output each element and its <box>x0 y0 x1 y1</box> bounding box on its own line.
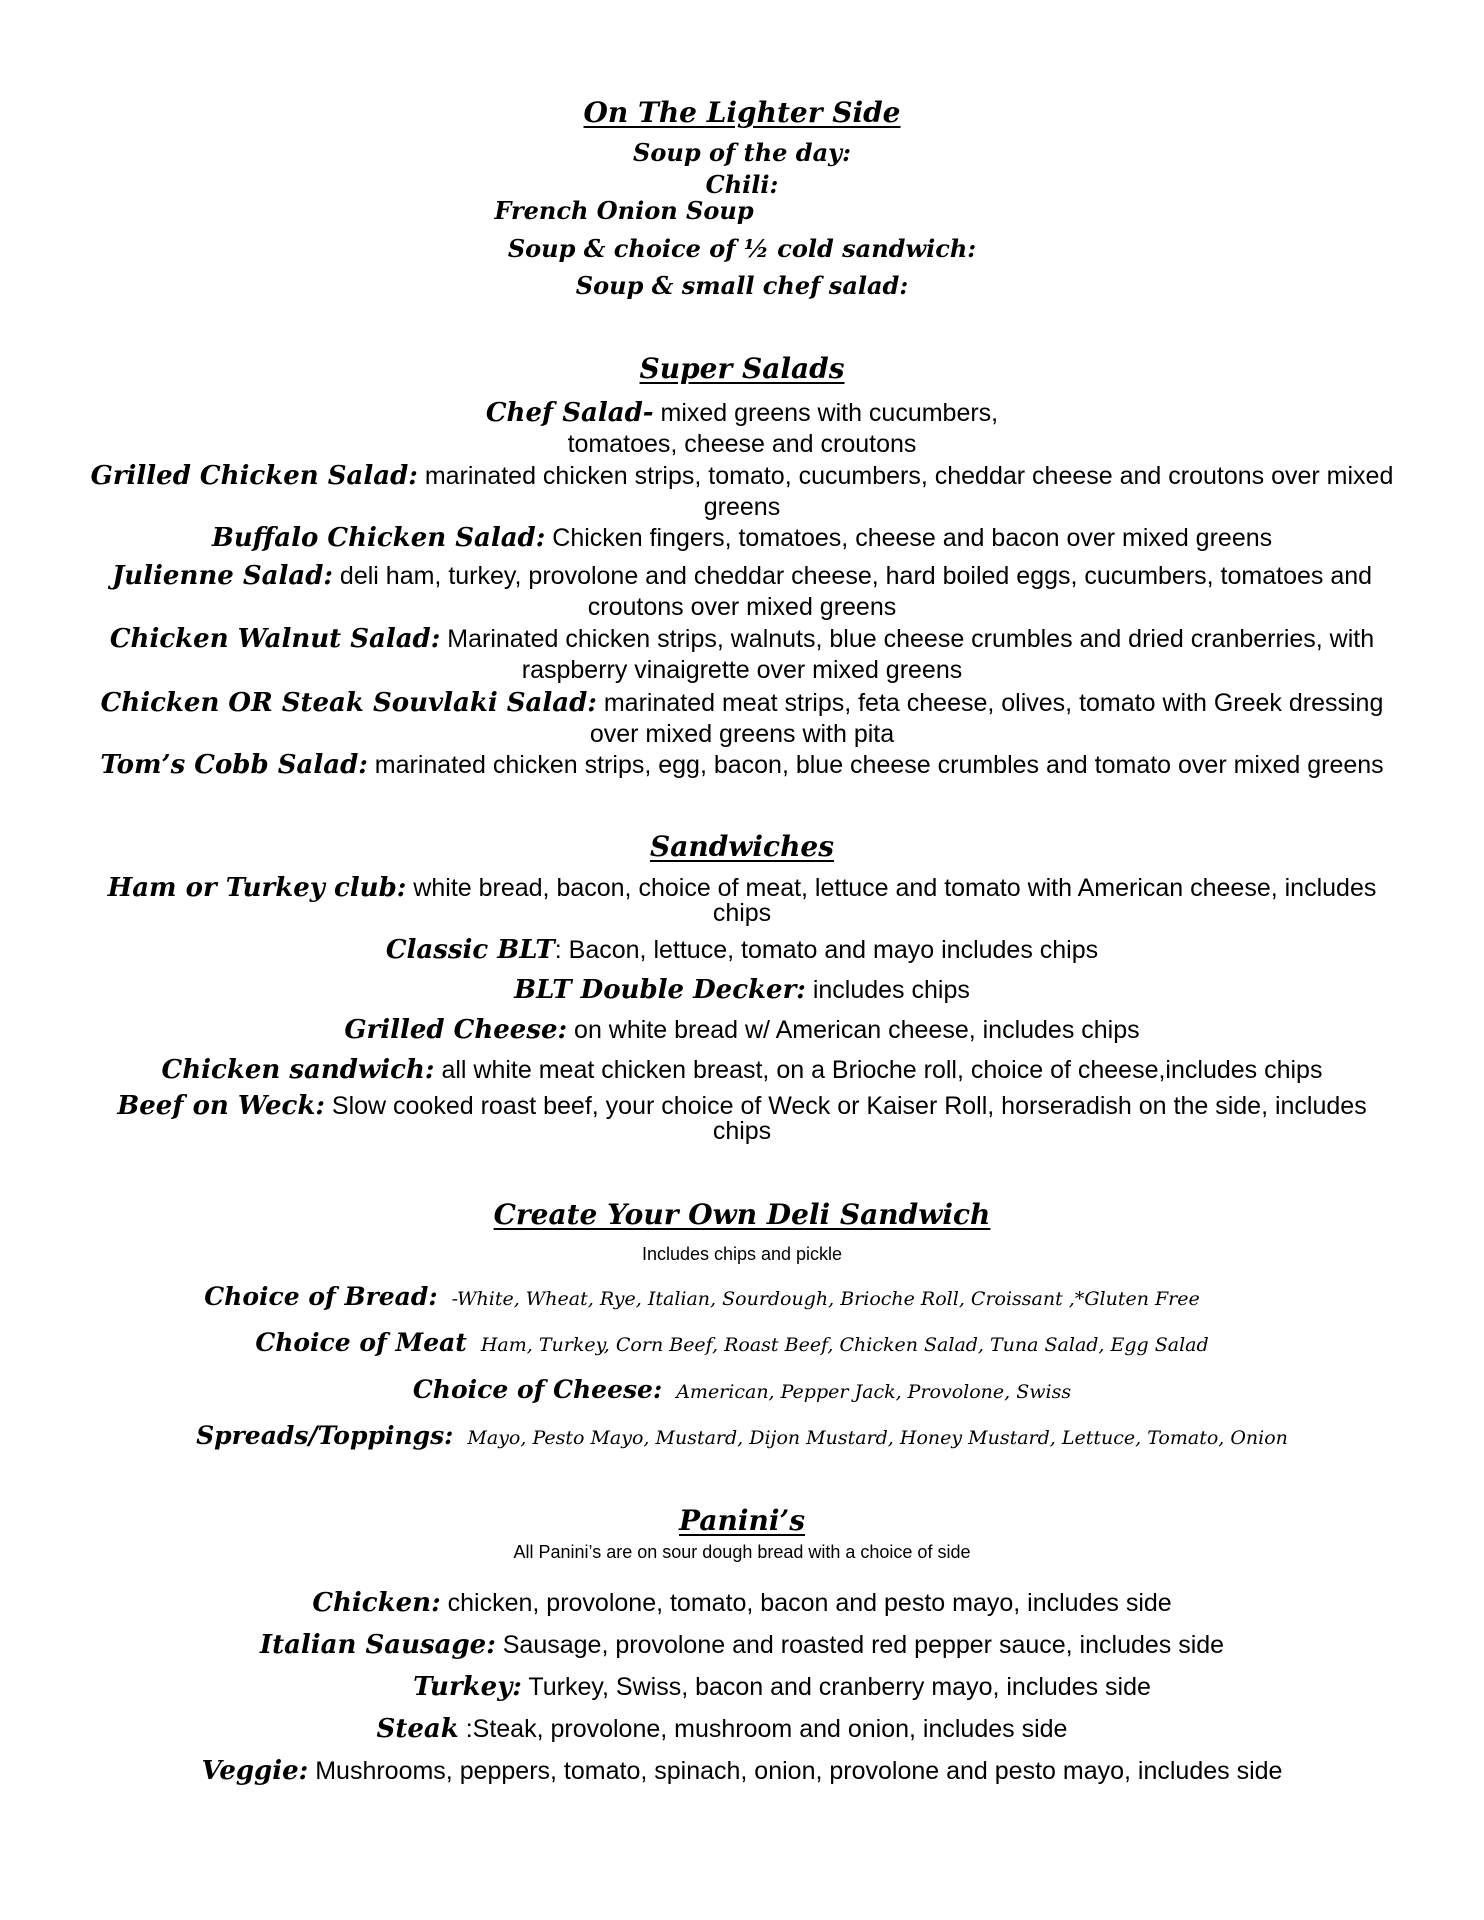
lighter-side-item: Chili: <box>705 170 779 199</box>
lighter-side-title: On The Lighter Side <box>583 96 901 129</box>
panini-name: Turkey: <box>413 1672 522 1702</box>
lighter-side-item: Soup & small chef salad: <box>575 271 909 300</box>
salad-name: Chicken Walnut Salad: <box>109 624 441 654</box>
panini-item <box>90 1756 1394 1787</box>
paninis-title: Panini’s <box>679 1504 805 1537</box>
sandwich-name: Classic BLT <box>385 935 555 965</box>
salad-desc: marinated chicken strips, tomato, cucumbers, cheddar cheese and croutons over mixed greens <box>417 462 1394 521</box>
lighter-side-item: Soup of the day: <box>633 138 851 167</box>
salads-title: Super Salads <box>639 352 845 385</box>
sandwich-desc: includes chips <box>805 976 970 1004</box>
deli-note: Includes chips and pickle <box>641 1244 843 1264</box>
deli-choice <box>0 1421 1484 1453</box>
sandwich-name: Grilled Cheese: <box>344 1015 568 1045</box>
salad-item <box>90 561 1394 623</box>
deli-choice-options: American, Pepper Jack, Provolone, Swiss <box>676 1381 1072 1403</box>
deli-choice-name: Choice of Cheese: <box>412 1375 663 1404</box>
deli-choice <box>0 1375 1484 1407</box>
salad-name: Chef Salad- <box>485 398 654 428</box>
deli-choice-options: -White, Wheat, Rye, Italian, Sourdough, Brioche Roll, Croissant ,*Gluten Free <box>451 1288 1200 1310</box>
salad-desc: marinated meat strips, feta cheese, olives, tomato with Greek dressing over mixed greens with pita <box>589 689 1384 748</box>
sandwich-item <box>90 1055 1394 1086</box>
deli-choice-options: Ham, Turkey, Corn Beef, Roast Beef, Chicken Salad, Tuna Salad, Egg Salad <box>480 1334 1209 1356</box>
salad-name: Chicken OR Steak Souvlaki Salad: <box>100 688 597 718</box>
panini-desc: Sausage, provolone and roasted red pepper sauce, includes side <box>495 1631 1225 1659</box>
sandwich-name: Beef on Weck: <box>117 1091 325 1121</box>
paninis-note: All Panini’s are on sour dough bread with a choice of side <box>513 1542 971 1562</box>
panini-desc: chicken, provolone, tomato, bacon and pesto mayo, includes side <box>440 1589 1172 1617</box>
panini-item <box>130 1672 1434 1703</box>
salad-desc: deli ham, turkey, provolone and cheddar cheese, hard boiled eggs, cucumbers, tomatoes and croutons over mixed greens <box>332 562 1373 621</box>
panini-item <box>90 1630 1394 1661</box>
sandwich-item <box>90 1091 1394 1145</box>
lighter-side-item: French Onion Soup <box>494 196 754 225</box>
sandwich-desc: Slow cooked roast beef, your choice of Weck or Kaiser Roll, horseradish on the side, includes chips <box>324 1092 1367 1145</box>
panini-name: Chicken: <box>312 1588 441 1618</box>
deli-choice-name: Spreads/Toppings: <box>196 1421 454 1450</box>
deli-choice <box>0 1282 1444 1314</box>
salad-name: Julienne Salad: <box>111 561 333 591</box>
salad-item <box>90 461 1394 523</box>
sandwich-desc: all white meat chicken breast, on a Brioche roll, choice of cheese,includes chips <box>434 1056 1323 1084</box>
salad-item <box>90 750 1394 781</box>
panini-desc: Turkey, Swiss, bacon and cranberry mayo, includes side <box>521 1673 1151 1701</box>
sandwich-desc: white bread, bacon, choice of meat, lettuce and tomato with American cheese, includes chips <box>406 874 1377 927</box>
salad-name: Buffalo Chicken Salad: <box>211 523 546 553</box>
salad-desc: Marinated chicken strips, walnuts, blue cheese crumbles and dried cranberries, with raspberry vinaigrette over mixed greens <box>440 625 1375 684</box>
panini-name: Veggie: <box>201 1756 309 1786</box>
deli-choice <box>0 1328 1474 1360</box>
salad-item <box>440 398 1044 460</box>
salad-desc: marinated chicken strips, egg, bacon, blue cheese crumbles and tomato over mixed greens <box>367 751 1384 779</box>
sandwich-name: Chicken sandwich: <box>161 1055 435 1085</box>
sandwich-name: Ham or Turkey club: <box>107 873 407 903</box>
deli-choice-name: Choice of Bread: <box>204 1282 438 1311</box>
sandwich-desc: on white bread w/ American cheese, includes chips <box>567 1016 1140 1044</box>
panini-desc: :Steak, provolone, mushroom and onion, includes side <box>458 1715 1068 1743</box>
deli-choice-name: Choice of Meat <box>255 1328 467 1357</box>
sandwich-item <box>90 935 1394 966</box>
salad-desc: mixed greens with cucumbers, tomatoes, cheese and croutons <box>567 399 999 458</box>
sandwiches-title: Sandwiches <box>649 830 835 863</box>
sandwich-name: BLT Double Decker: <box>514 975 806 1005</box>
sandwich-item <box>90 1015 1394 1046</box>
salad-item <box>90 624 1394 686</box>
panini-name: Steak <box>376 1714 459 1744</box>
salad-item <box>90 688 1394 750</box>
sandwich-item <box>90 975 1394 1006</box>
deli-title: Create Your Own Deli Sandwich <box>493 1198 991 1231</box>
salad-name: Grilled Chicken Salad: <box>90 461 418 491</box>
sandwich-item <box>90 873 1394 927</box>
salad-item <box>90 523 1394 554</box>
lighter-side-item: Soup & choice of ½ cold sandwich: <box>507 234 977 263</box>
panini-name: Italian Sausage: <box>259 1630 496 1660</box>
salad-name: Tom’s Cobb Salad: <box>100 750 368 780</box>
panini-item <box>70 1714 1374 1745</box>
panini-desc: Mushrooms, peppers, tomato, spinach, onion, provolone and pesto mayo, includes side <box>308 1757 1283 1785</box>
sandwich-desc: : Bacon, lettuce, tomato and mayo includes chips <box>554 936 1099 964</box>
salad-desc: Chicken fingers, tomatoes, cheese and bacon over mixed greens <box>545 524 1273 552</box>
deli-choice-options: Mayo, Pesto Mayo, Mustard, Dijon Mustard, Honey Mustard, Lettuce, Tomato, Onion <box>467 1427 1288 1449</box>
panini-item <box>90 1588 1394 1619</box>
